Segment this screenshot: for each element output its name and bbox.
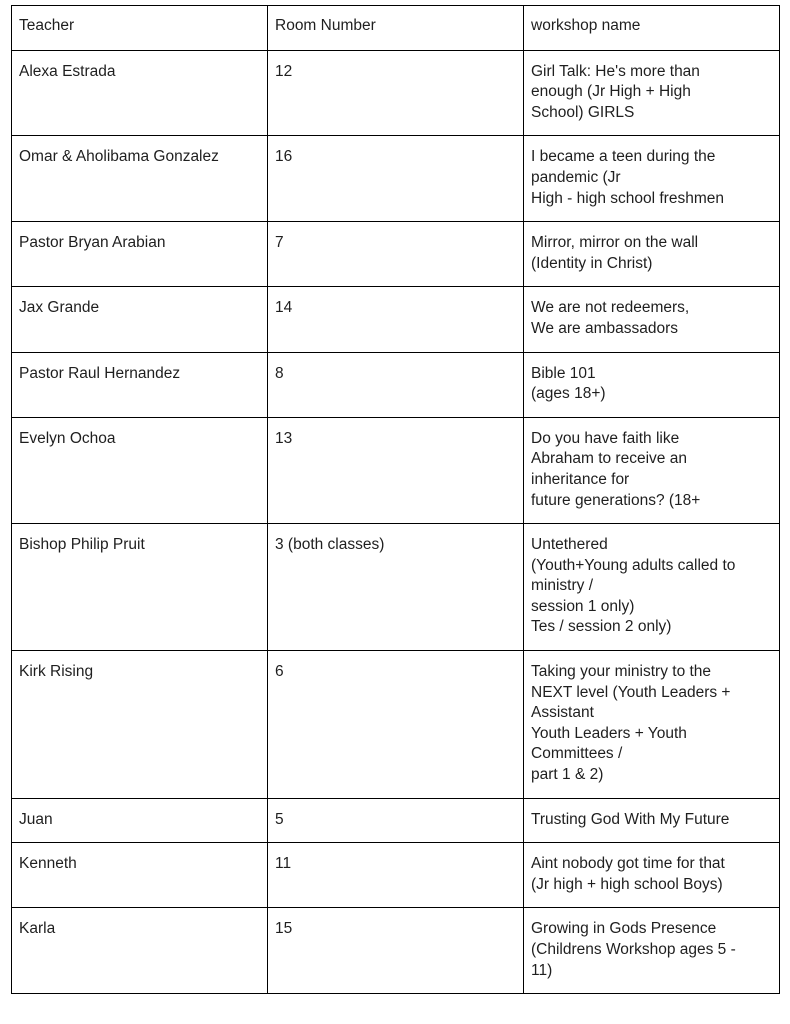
teacher-cell: Omar & Aholibama Gonzalez [12, 136, 268, 222]
workshop-schedule-table [11, 5, 780, 994]
workshop-name-cell: Untethered (Youth+Young adults called to ministry / session 1 only) Tes / session 2 only) [524, 524, 780, 651]
workshop-name-cell: Do you have faith like Abraham to receive an inheritance for future generations? (18+ [524, 417, 780, 523]
teacher-cell: Juan [12, 798, 268, 843]
room-number-cell: 15 [268, 908, 524, 994]
table-row [12, 222, 780, 287]
room-number-cell: 3 (both classes) [268, 524, 524, 651]
room-number-cell: 8 [268, 352, 524, 417]
header-workshop-name: workshop name [524, 6, 780, 51]
workshop-name-cell: Mirror, mirror on the wall (Identity in Christ) [524, 222, 780, 287]
teacher-cell: Alexa Estrada [12, 50, 268, 136]
table-row [12, 908, 780, 994]
room-number-cell: 12 [268, 50, 524, 136]
workshop-name-cell: Trusting God With My Future [524, 798, 780, 843]
teacher-cell: Jax Grande [12, 287, 268, 352]
table-row [12, 352, 780, 417]
teacher-cell: Evelyn Ochoa [12, 417, 268, 523]
room-number-cell: 13 [268, 417, 524, 523]
workshop-name-cell: We are not redeemers, We are ambassadors [524, 287, 780, 352]
workshop-name-cell: Girl Talk: He's more than enough (Jr High + High School) GIRLS [524, 50, 780, 136]
teacher-cell: Bishop Philip Pruit [12, 524, 268, 651]
teacher-cell: Karla [12, 908, 268, 994]
workshop-name-cell: I became a teen during the pandemic (Jr High - high school freshmen [524, 136, 780, 222]
header-room-number: Room Number [268, 6, 524, 51]
room-number-cell: 7 [268, 222, 524, 287]
table-row [12, 798, 780, 843]
workshop-name-cell: Taking your ministry to the NEXT level (Youth Leaders + Assistant Youth Leaders + Youth Committees / part 1 & 2) [524, 651, 780, 799]
teacher-cell: Pastor Raul Hernandez [12, 352, 268, 417]
room-number-cell: 14 [268, 287, 524, 352]
workshop-name-cell: Growing in Gods Presence (Childrens Workshop ages 5 - 11) [524, 908, 780, 994]
teacher-cell: Kirk Rising [12, 651, 268, 799]
table-row [12, 524, 780, 651]
table-row [12, 417, 780, 523]
room-number-cell: 11 [268, 843, 524, 908]
table-header-row [12, 6, 780, 51]
workshop-name-cell: Bible 101 (ages 18+) [524, 352, 780, 417]
header-teacher: Teacher [12, 6, 268, 51]
table-row [12, 50, 780, 136]
table-row [12, 651, 780, 799]
table-row [12, 843, 780, 908]
room-number-cell: 16 [268, 136, 524, 222]
table-row [12, 287, 780, 352]
room-number-cell: 6 [268, 651, 524, 799]
workshop-name-cell: Aint nobody got time for that (Jr high + high school Boys) [524, 843, 780, 908]
room-number-cell: 5 [268, 798, 524, 843]
table-row [12, 136, 780, 222]
teacher-cell: Pastor Bryan Arabian [12, 222, 268, 287]
teacher-cell: Kenneth [12, 843, 268, 908]
